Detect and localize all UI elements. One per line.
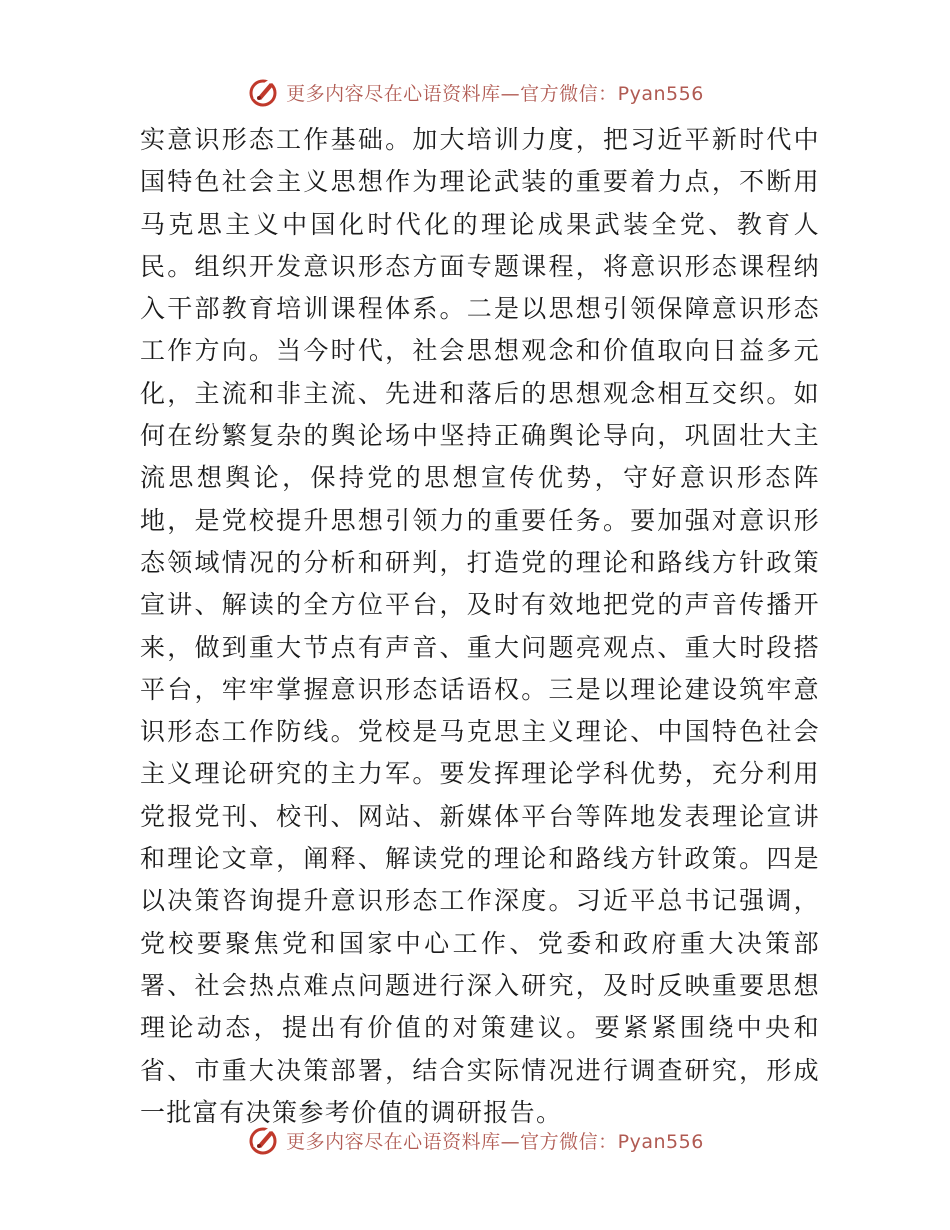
- footer-banner-text: 更多内容尽在心语资料库—官方微信：Pyan556: [286, 1130, 704, 1153]
- footer-banner: [0, 1120, 950, 1160]
- header-banner-text: 更多内容尽在心语资料库—官方微信：Pyan556: [286, 82, 704, 105]
- document-body: [140, 119, 820, 1134]
- pen-nib-swirl-icon: [246, 75, 280, 109]
- header-banner: [0, 72, 950, 112]
- pen-nib-swirl-icon: [246, 1123, 280, 1157]
- body-paragraph: 实意识形态工作基础。加大培训力度，把习近平新时代中国特色社会主义思想作为理论武装的重要着力点，不断用马克思主义中国化时代化的理论成果武装全党、教育人民。组织开发意识形态方面专题课程，将意识形态课程纳入干部教育培训课程体系。二是以思想引领保障意识形态工作方向。当今时代，社会思想观念和价值取向日益多元化，主流和非主流、先进和落后的思想观念相互交织。如何在纷繁复杂的舆论场中坚持正确舆论导向，巩固壮大主流思想舆论，保持党的思想宣传优势，守好意识形态阵地，是党校提升思想引领力的重要任务。要加强对意识形态领域情况的分析和研判，打造党的理论和路线方针政策宣讲、解读的全方位平台，及时有效地把党的声音传播开来，做到重大节点有声音、重大问题亮观点、重大时段搭平台，牢牢掌握意识形态话语权。三是以理论建设筑牢意识形态工作防线。党校是马克思主义理论、中国特色社会主义理论研究的主力军。要发挥理论学科优势，充分利用党报党刊、校刊、网站、新媒体平台等阵地发表理论宣讲和理论文章，阐释、解读党的理论和路线方针政策。四是以决策咨询提升意识形态工作深度。习近平总书记强调，党校要聚焦党和国家中心工作、党委和政府重大决策部署、社会热点难点问题进行深入研究，及时反映重要思想理论动态，提出有价值的对策建议。要紧紧围绕中央和省、市重大决策部署，结合实际情况进行调查研究，形成一批富有决策参考价值的调研报告。: [140, 125, 820, 1127]
